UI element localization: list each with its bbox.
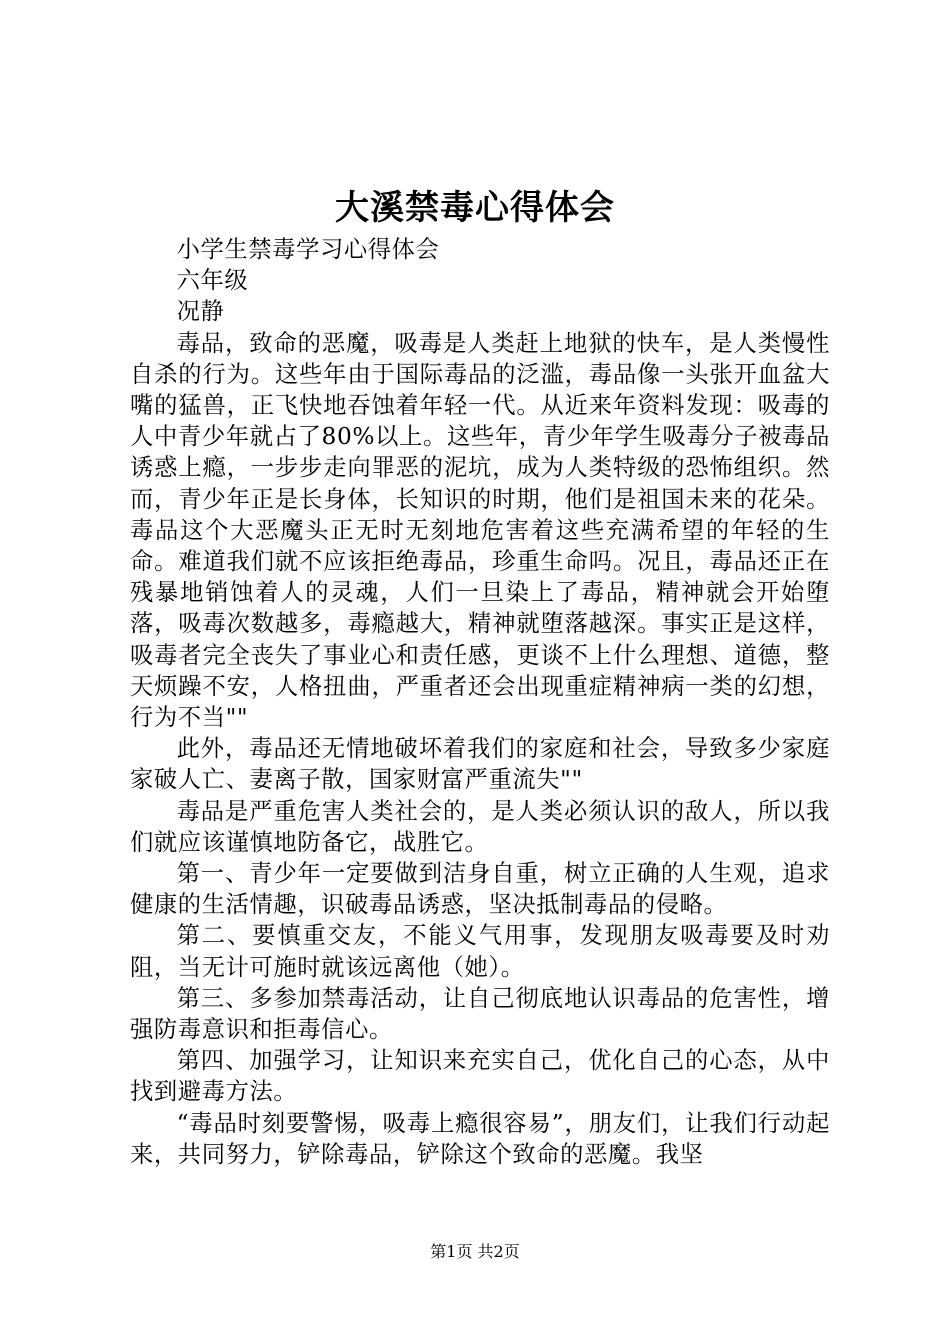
grade-paragraph: 六年级	[176, 267, 249, 295]
body-paragraph: 毒品是严重危害人类社会的，是人类必须认识的敌人，所以我们就应该谨慎地防备它，战胜它。	[130, 797, 830, 856]
body-paragraph: 第一、青少年一定要做到洁身自重，树立正确的人生观，追求健康的生活情趣，识破毒品诱惑，坚决抵制毒品的侵略。	[130, 860, 830, 919]
body-paragraph: 毒品，致命的恶魔，吸毒是人类赶上地狱的快车，是人类慢性自杀的行为。这些年由于国际毒品的泛滥，毒品像一头张开血盆大嘴的猛兽，正飞快地吞蚀着年轻一代。从近来年资料发现：吸毒的人中青少年就占了80%以上。这些年，青少年学生吸毒分子被毒品诱惑上瘾，一步步走向罪恶的泥坑，成为人类特级的恐怖组织。然而，青少年正是长身体，长知识的时期，他们是祖国未来的花朵。毒品这个大恶魔头正无时无刻地危害着这些充满希望的年轻的生命。难道我们就不应该拒绝毒品，珍重生命吗。况且，毒品还正在残暴地销蚀着人的灵魂，人们一旦染上了毒品，精神就会开始堕落，吸毒次数越多，毒瘾越大，精神就堕落越深。事实正是这样，吸毒者完全丧失了事业心和责任感，更谈不上什么理想、道德，整天烦躁不安，人格扭曲，严重者还会出现重症精神病一类的幻想，行为不当""	[130, 329, 830, 732]
body-paragraph: “毒品时刻要警惕，吸毒上瘾很容易”，朋友们，让我们行动起来，共同努力，铲除毒品，铲除这个致命的恶魔。我坚	[130, 1109, 830, 1168]
body-paragraph: 第二、要慎重交友，不能义气用事，发现朋友吸毒要及时劝阻，当无计可施时就该远离他（她）。	[130, 922, 830, 981]
body-paragraph: 此外，毒品还无情地破坏着我们的家庭和社会，导致多少家庭家破人亡、妻离子散，国家财富严重流失""	[130, 735, 830, 794]
body-paragraph: 第四、加强学习，让知识来充实自己，优化自己的心态，从中找到避毒方法。	[130, 1047, 830, 1106]
page-number-footer: 第1页 共2页	[430, 1242, 520, 1261]
document-title: 大溪禁毒心得体会	[335, 188, 615, 228]
body-paragraph: 第三、多参加禁毒活动，让自己彻底地认识毒品的危害性，增强防毒意识和拒毒信心。	[130, 984, 830, 1044]
author-paragraph: 况静	[176, 298, 225, 326]
document-body	[130, 234, 830, 1170]
subtitle-paragraph: 小学生禁毒学习心得体会	[176, 236, 440, 263]
